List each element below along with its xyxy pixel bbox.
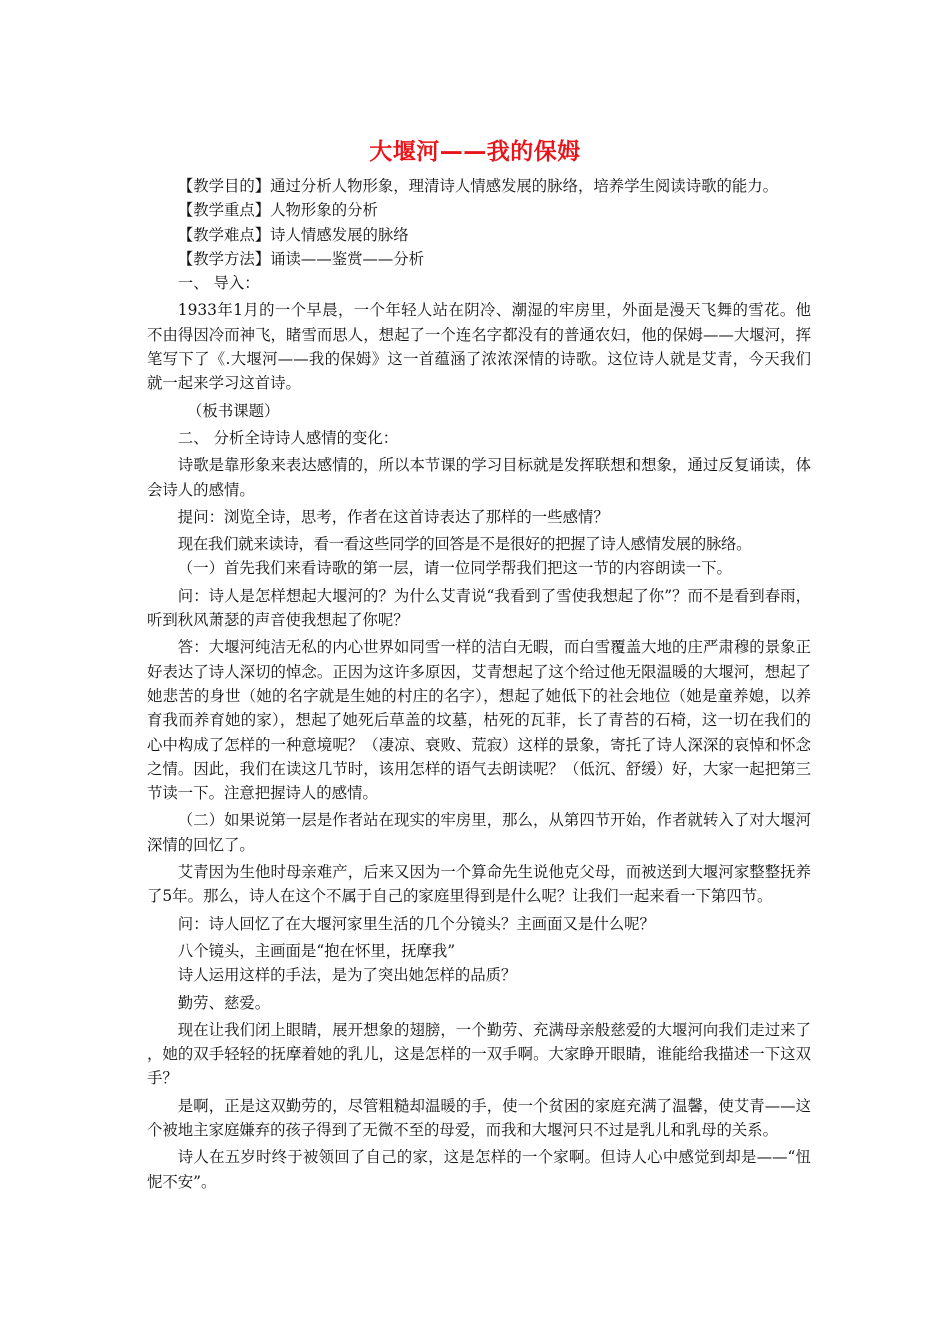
- document-body: [147, 174, 811, 1194]
- paragraph-question-quality: 诗人运用这样的手法，是为了突出她怎样的品质？: [177, 966, 517, 985]
- paragraph-second-layer: （二）如果说第一层是作者站在现实的牢房里，那么，从第四节开始，作者就转入了对大堰河深情的回忆了。: [147, 811, 811, 854]
- paragraph-eight-scenes: 八个镜头，主画面是“抱在怀里，抚摩我”: [177, 941, 456, 960]
- paragraph-read-poem: 现在我们就来读诗，看一看这些同学的回答是不是很好的把握了诗人感情发展的脉络。: [177, 535, 752, 554]
- paragraph-upbringing: 艾青因为生他时母亲难产，后来又因为一个算命先生说他克父母，而被送到大堰河家整整抚养了5年。那么，诗人在这个不属于自己的家庭里得到是什么呢？让我们一起来看一下第四节。: [147, 863, 811, 906]
- paragraph-answer-snow: 答：大堰河纯洁无私的内心世界如同雪一样的洁白无暇，而白雪覆盖大地的庄严肃穆的景象正好表达了诗人深切的悼念。正因为这许多原因，艾青想起了这个给过他无限温暖的大堰河，想起了她悲苦的身世（她的名字就是生她的村庄的名字），想起了她低下的社会地位（她是童养媳，以养育我而养育她的家），想起了她死后草盖的坟墓，枯死的瓦菲，长了青苔的石椅，这一切在我们的心中构成了怎样的一种意境呢？（凄凉、衰败、荒寂）这样的景象，寄托了诗人深深的哀悼和怀念之情。因此，我们在读这几节时，该用怎样的语气去朗读呢？（低沉、舒缓）好，大家一起把第三节读一下。注意把握诗人的感情。: [147, 638, 811, 803]
- paragraph-first-layer: （一）首先我们来看诗歌的第一层，请一位同学帮我们把这一节的内容朗读一下。: [177, 559, 732, 578]
- paragraph-board-title: （板书课题）: [187, 401, 280, 420]
- paragraph-teaching-goal: 【教学目的】通过分析人物形象，理清诗人情感发展的脉络，培养学生阅读诗歌的能力。: [177, 177, 779, 195]
- paragraph-question-snow: 问：诗人是怎样想起大堰河的？为什么艾青说“我看到了雪使我想起了你”？而不是看到春雨，听到秋风萧瑟的声音使我想起了你呢？: [147, 586, 811, 630]
- section-heading-intro: 一、 导入：: [177, 274, 260, 293]
- paragraph-teaching-method: 【教学方法】诵读——鉴赏——分析: [177, 249, 425, 268]
- paragraph-teaching-difficulty: 【教学难点】诗人情感发展的脉络: [177, 225, 409, 244]
- paragraph-imagine-hands: 现在让我们闭上眼睛，展开想象的翅膀，一个勤劳、充满母亲般慈爱的大堰河向我们走过来了，她的双手轻轻的抚摩着她的乳儿，这是怎样的一双手啊。大家睁开眼睛，谁能给我描述一下这双手？: [147, 1020, 811, 1088]
- section-heading-analysis: 二、 分析全诗诗人感情的变化：: [177, 428, 399, 447]
- paragraph-question-scenes: 问：诗人回忆了在大堰河家里生活的几个分镜头？主画面又是什么呢？: [177, 914, 655, 933]
- paragraph-answer-quality: 勤劳、慈爱。: [177, 993, 271, 1012]
- paragraph-teaching-focus: 【教学重点】人物形象的分析: [177, 201, 378, 220]
- paragraph-intro: 1933年1月的一个早晨，一个年轻人站在阴冷、潮湿的牢房里，外面是漫天飞舞的雪花。他不由得因冷而神飞，睹雪而思人，想起了一个连名字都没有的普通农妇，他的保姆——大堰河，挥笔写下了《.大堰河——我的保姆》这一首蕴涵了浓浓深情的诗歌。这位诗人就是艾青，今天我们就一起来学习这首诗。: [147, 301, 811, 393]
- paragraph-question-browse: 提问：浏览全诗，思考，作者在这首诗表达了那样的一些感情？: [177, 507, 609, 526]
- paragraph-learning-goal: 诗歌是靠形象来表达感情的，所以本节课的学习目标就是发挥联想和想象，通过反复诵读，体会诗人的感情。: [147, 456, 811, 499]
- document-title: 大堰河——我的保姆: [369, 139, 581, 165]
- paragraph-hands-warmth: 是啊，正是这双勤劳的，尽管粗糙却温暖的手，使一个贫困的家庭充满了温馨，使艾青——这个被地主家庭嫌弃的孩子得到了无微不至的母爱，而我和大堰河只不过是乳儿和乳母的关系。: [147, 1096, 811, 1139]
- paragraph-return-home: 诗人在五岁时终于被领回了自己的家，这是怎样的一个家啊。但诗人心中感觉到却是——“忸怩不安”。: [147, 1148, 811, 1191]
